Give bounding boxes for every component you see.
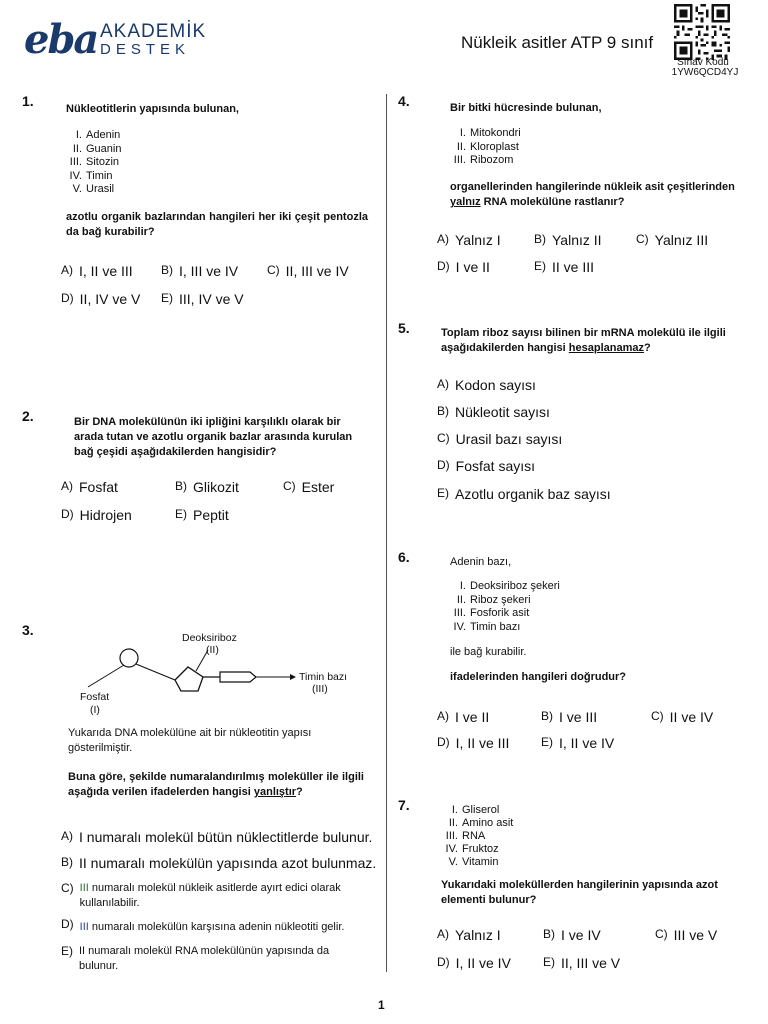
question-stem: Nükleotitlerin yapısında bulunan,	[66, 103, 239, 115]
question-stem: Bir DNA molekülünün iki ipliğini karşılıklı olarak bir arada tutan ve azotlu organik bazlar arasında kurulan bağ çeşidi aşağıdakilerden hangisidir?	[74, 416, 353, 458]
question-number: 5.	[398, 320, 410, 336]
option-a[interactable]: A) Yalnız I	[437, 927, 501, 943]
exam-code-label: Sınav Kodu	[677, 57, 729, 68]
option-d[interactable]: D) I ve II	[437, 259, 490, 275]
question-stem: azotlu organik bazlarından hangileri her iki çeşit pentozla da bağ kurabilir?	[66, 211, 368, 238]
option-d[interactable]: D) I, II ve IV	[437, 955, 511, 971]
question-number: 3.	[22, 622, 34, 638]
option-e[interactable]: E) Peptit	[175, 507, 229, 523]
question-number: 6.	[398, 549, 410, 565]
list-item: I. Mitokondri	[459, 127, 521, 139]
list-item: III. Fosforik asit	[453, 607, 530, 619]
label-thymine: Timin bazı	[299, 671, 348, 683]
option-c[interactable]: C) III ve V	[655, 927, 718, 943]
phosphate-pointer	[88, 665, 124, 687]
logo-text-akademik: AKADEMİK	[100, 21, 207, 42]
option-d[interactable]: D) I, II ve III	[437, 735, 510, 751]
roman-list	[444, 127, 521, 168]
roman-list	[436, 804, 513, 869]
question-stem: organellerinden hangilerinde nükleik asit çeşitlerinden yalnız RNA molekülüne rastlanır?	[450, 181, 735, 208]
option-c[interactable]: C) II ve IV	[651, 709, 714, 725]
question-stem: Yukarıda DNA molekülüne ait bir nükleotitin yapısı gösterilmiştir.	[68, 727, 312, 754]
option-a[interactable]: A) Yalnız I	[437, 232, 501, 248]
arrow-head	[290, 674, 296, 680]
option-b[interactable]: B) I ve III	[541, 709, 598, 725]
deoxyribose-pentagon	[175, 667, 203, 691]
option-c[interactable]: C) Urasil bazı sayısı	[437, 431, 563, 447]
logo-text-destek: DESTEK	[100, 41, 191, 58]
question-stem: Yukarıdaki moleküllerden hangilerinin yapısında azot elementi bulunur?	[441, 879, 718, 906]
list-item: I. Gliserol	[451, 804, 500, 816]
roman-list	[60, 129, 121, 197]
question-number: 2.	[22, 408, 34, 424]
list-item: III. RNA	[445, 830, 486, 842]
page-number: 1	[378, 998, 385, 1012]
option-c[interactable]: C) Yalnız III	[636, 232, 709, 248]
option-e[interactable]: E) II numaralı molekül RNA molekülünün yapısında da bulunur.	[61, 944, 330, 972]
option-b[interactable]: B) I, III ve IV	[161, 263, 239, 279]
exam-code: 1YW6QCD4YJ	[671, 67, 739, 78]
list-item: II. Guanin	[72, 142, 122, 155]
option-c[interactable]: C) II, III ve IV	[267, 263, 349, 279]
option-d[interactable]: D) Fosfat sayısı	[437, 458, 536, 474]
logo-mark: eba	[24, 16, 98, 63]
label-deoxyribose: Deoksiriboz	[182, 632, 237, 644]
option-e[interactable]: E) II, III ve V	[543, 955, 621, 971]
option-e[interactable]: E) III, IV ve V	[161, 291, 244, 307]
question-stem: ile bağ kurabilir.	[450, 646, 527, 658]
question-stem: Buna göre, şekilde numaralandırılmış moleküller ile ilgili aşağıda verilen ifadelerden hangisi yanlıştır?	[68, 771, 364, 798]
list-item: II. Riboz şekeri	[456, 593, 531, 606]
list-item: IV. Timin bazı	[453, 620, 521, 633]
option-b[interactable]: B) II numaralı molekülün yapısında azot bulunmaz.	[61, 855, 377, 871]
option-b[interactable]: B) Glikozit	[175, 479, 239, 495]
column-divider	[386, 94, 387, 972]
list-item: I. Adenin	[75, 129, 121, 141]
list-item: III. Sitozin	[69, 156, 120, 168]
option-b[interactable]: B) Nükleotit sayısı	[437, 404, 550, 420]
question-stem: ifadelerinden hangileri doğrudur?	[450, 671, 627, 683]
option-a[interactable]: A) I, II ve III	[61, 263, 133, 279]
option-d[interactable]: D) III numaralı molekülün karşısına adenin nükleotiti gelir.	[61, 917, 345, 933]
option-b[interactable]: B) I ve IV	[543, 927, 601, 943]
question-number: 7.	[398, 797, 410, 813]
question-stem: Bir bitki hücresinde bulunan,	[450, 102, 602, 114]
option-a[interactable]: A) I numaralı molekül bütün nüklectitlerde bulunur.	[61, 829, 373, 845]
label-thymine-num: (III)	[312, 683, 328, 695]
label-phosphate-num: (I)	[90, 704, 100, 716]
question-stem: Adenin bazı,	[450, 556, 512, 568]
phosphate-bond	[136, 664, 175, 680]
option-d[interactable]: D) Hidrojen	[61, 507, 132, 523]
option-a[interactable]: A) Fosfat	[61, 479, 118, 495]
list-item: IV. Timin	[69, 169, 113, 182]
option-a[interactable]: A) I ve II	[437, 709, 490, 725]
option-a[interactable]: A) Kodon sayısı	[437, 377, 536, 393]
list-item: II. Amino asit	[448, 817, 514, 829]
roman-list	[444, 580, 560, 634]
option-e[interactable]: E) I, II ve IV	[541, 735, 615, 751]
option-b[interactable]: B) Yalnız II	[534, 232, 602, 248]
qr-code-icon	[674, 4, 730, 60]
list-item: IV. Fruktoz	[445, 843, 499, 855]
question-stem: Toplam riboz sayısı bilinen bir mRNA molekülü ile ilgili aşağıdakilerden hangisi hesaplanamaz?	[441, 327, 726, 354]
list-item: III. Ribozom	[453, 154, 514, 166]
label-phosphate: Fosfat	[80, 691, 110, 703]
option-e[interactable]: E) II ve III	[534, 259, 595, 275]
list-item: V. Vitamin	[448, 856, 499, 868]
option-e[interactable]: E) Azotlu organik baz sayısı	[437, 486, 611, 502]
exam-title: Nükleik asitler ATP 9 sınıf	[461, 33, 654, 52]
thymine-shape	[220, 672, 256, 682]
label-deoxyribose-num: (II)	[206, 644, 219, 656]
list-item: II. Kloroplast	[456, 140, 519, 153]
phosphate-circle	[120, 649, 138, 667]
option-c[interactable]: C) III numaralı molekül nükleik asitlerde ayırt edici olarak kullanılabilir.	[61, 881, 341, 909]
question-number: 1.	[22, 93, 34, 109]
nucleotide-diagram	[60, 625, 370, 720]
list-item: I. Deoksiriboz şekeri	[459, 580, 560, 592]
option-c[interactable]: C) Ester	[283, 479, 335, 495]
list-item: V. Urasil	[72, 183, 115, 195]
question-number: 4.	[398, 93, 410, 109]
option-d[interactable]: D) II, IV ve V	[61, 291, 141, 307]
